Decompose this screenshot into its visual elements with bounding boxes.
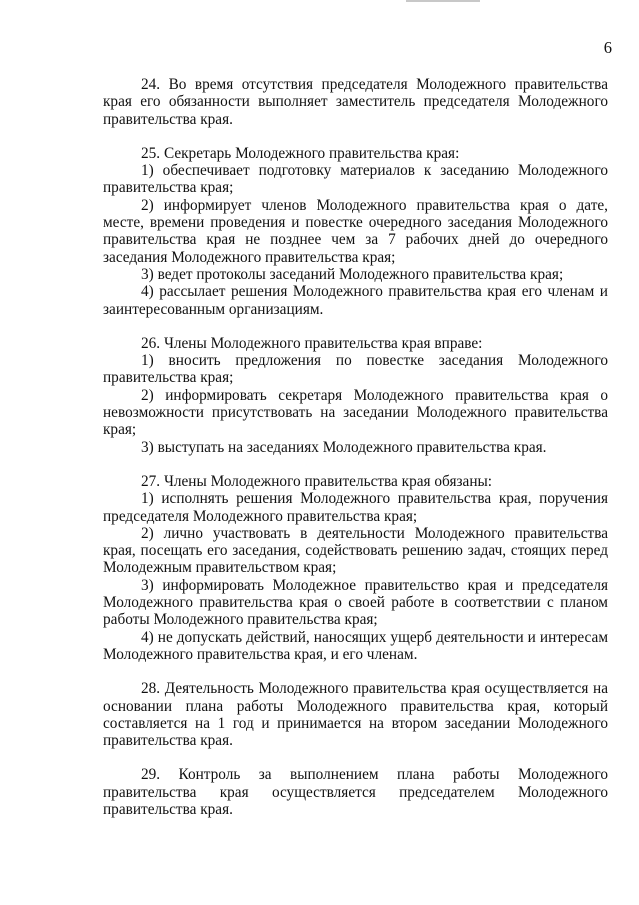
paragraph-29: 29. Контроль за выполнением плана работы Молодежного правительства края осуществляется председателем Молодежного правительства края. — [103, 766, 608, 818]
paragraph-25-heading: 25. Секретарь Молодежного правительства края: — [141, 144, 460, 162]
paragraph-24: 24. Во время отсутствия председателя Молодежного правительства края его обязанности выполняет заместитель председателя Молодежного правительства края. — [103, 76, 608, 128]
list-item: 3) выступать на заседаниях Молодежного правительства края. — [141, 438, 547, 456]
list-item: 3) информировать Молодежное правительство края и председателя Молодежного правительства края о своей работе в соответствии с планом работы Молодежного правительства края; — [103, 576, 608, 629]
list-item: 1) обеспечивает подготовку материалов к заседанию Молодежного правительства края; — [103, 162, 608, 197]
paragraph-27-heading: 27. Члены Молодежного правительства края обязаны: — [141, 472, 493, 490]
list-item: 3) ведет протоколы заседаний Молодежного правительства края; — [141, 265, 564, 283]
list-item: 2) информировать секретаря Молодежного правительства края о невозможности присутствовать на заседании Молодежного правительства края; — [103, 386, 608, 439]
paragraph-28: 28. Деятельность Молодежного правительства края осуществляется на основании плана работы Молодежного правительства края, который составляется на 1 год и принимается на втором заседании Молодежного правительства края. — [103, 680, 608, 750]
document-body — [103, 76, 608, 818]
list-item: 4) не допускать действий, наносящих ущерб деятельности и интересам Молодежного правительства края, и его членам. — [103, 628, 608, 663]
list-item: 2) информирует членов Молодежного правительства края о дате, месте, времени проведения и повестке очередного заседания Молодежного правительства края не позднее чем за 7 рабочих дней до очередного заседания Молодежного правительства края; — [103, 196, 608, 266]
list-item: 1) исполнять решения Молодежного правительства края, поручения председателя Молодежного правительства края; — [103, 490, 608, 525]
paragraph-26-heading: 26. Члены Молодежного правительства края вправе: — [141, 334, 483, 352]
list-item: 1) вносить предложения по повестке заседания Молодежного правительства края; — [103, 352, 608, 387]
list-item: 4) рассылает решения Молодежного правительства края его членам и заинтересованным организациям. — [103, 283, 608, 318]
page-number: 6 — [603, 38, 612, 57]
list-item: 2) лично участвовать в деятельности Молодежного правительства края, посещать его заседания, содействовать решению задач, стоящих перед Молодежным правительством края; — [103, 524, 608, 577]
scan-mark — [406, 0, 480, 2]
